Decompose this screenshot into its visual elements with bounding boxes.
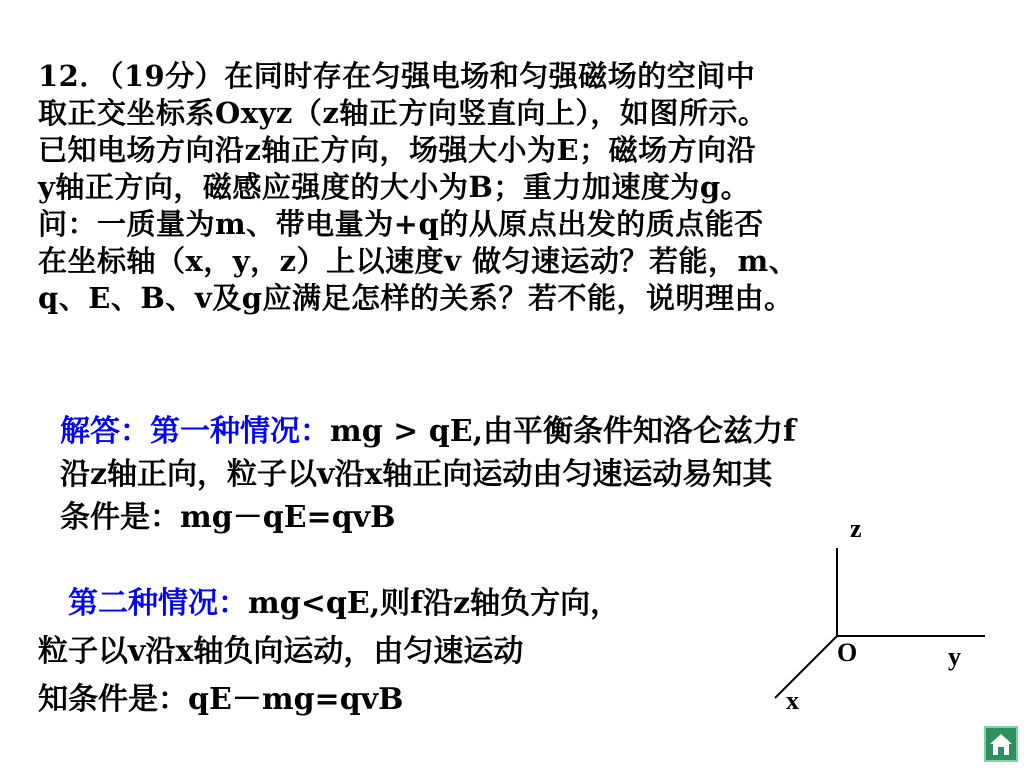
problem-line: 问：一质量为m、带电量为+q的从原点出发的质点能否 bbox=[38, 207, 764, 241]
problem-line: 取正交坐标系Oxyz（z轴正方向竖直向上），如图所示。 bbox=[38, 96, 768, 130]
home-icon bbox=[986, 728, 1016, 760]
problem-line: y轴正方向，磁感应强度的大小为B；重力加速度为g。 bbox=[38, 170, 751, 204]
solution-one-line3: 条件是：mg－qE=qvB bbox=[60, 500, 396, 535]
problem-line: q、E、B、v及g应满足怎样的关系？若不能，说明理由。 bbox=[38, 281, 794, 315]
solution-two-line3: 知条件是：qE－mg=qvB bbox=[38, 682, 404, 717]
solution-one-line2: 沿z轴正向，粒子以v沿x轴正向运动由匀速运动易知其 bbox=[60, 457, 773, 492]
z-axis-label: z bbox=[850, 514, 862, 543]
solution-two-line2: 粒子以v沿x轴负向运动，由匀速运动 bbox=[38, 634, 524, 669]
problem-line: 12．（19分）在同时存在匀强电场和匀强磁场的空间中 bbox=[38, 59, 756, 93]
home-button[interactable] bbox=[984, 726, 1018, 762]
y-axis-label: y bbox=[948, 642, 961, 671]
solution-two-label: 第二种情况： bbox=[68, 586, 248, 621]
problem-line: 在坐标轴（x，y，z）上以速度v 做匀速运动？若能，m、 bbox=[38, 244, 799, 278]
solution-one-label: 解答：第一种情况： bbox=[60, 414, 330, 449]
origin-label: O bbox=[837, 638, 858, 667]
x-axis-line bbox=[775, 636, 837, 698]
problem-line: 已知电场方向沿z轴正方向，场强大小为E；磁场方向沿 bbox=[38, 133, 757, 167]
x-axis-label: x bbox=[786, 686, 799, 715]
solution-two-condition: mg<qE,则f沿z轴负方向， bbox=[248, 586, 621, 621]
solution-one-condition: mg > qE,由平衡条件知洛仑兹力f bbox=[330, 414, 796, 449]
